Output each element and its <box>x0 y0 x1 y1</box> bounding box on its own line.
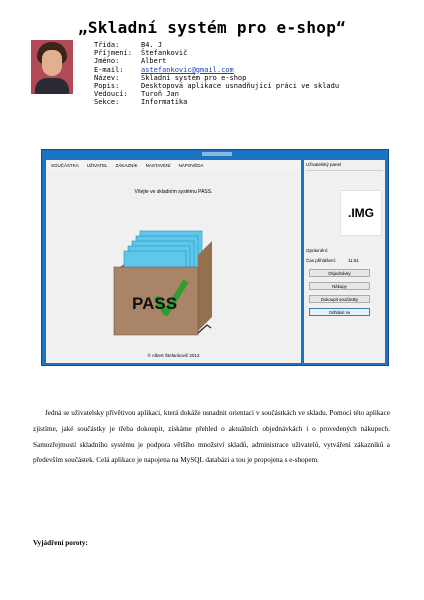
email-link[interactable]: astefankovic@gmail.com <box>141 65 234 74</box>
menu-item-zakaznik[interactable]: ZÁKAZNÍK <box>115 162 138 168</box>
user-panel-title: Uživatelský panel <box>306 162 342 167</box>
app-screenshot <box>41 149 389 366</box>
restock-parts-button[interactable]: Dokoupit součástky <box>309 295 370 303</box>
description-paragraph: Jedná se uživatelsky přívětivou aplikaci, která dokáže usnadnit orientaci v součástkách ve skladu. Pomocí této aplikace zjistíme, jaké součástky je třeba dokoupit, získáme přehled o aktuálních objednávkách i o provedených nákupech. Samozřejmostí skladního systému je podpora většího množství skladů, administrace uživatelů, vytváření zákazníků a především součástek. Celá aplikace je napojena na MySQL databázi a tou je propojena s e-shopem. <box>33 409 390 465</box>
user-panel <box>304 160 385 363</box>
pass-logo <box>104 205 224 345</box>
permission-label: Oprávnění: <box>306 248 329 253</box>
logout-button[interactable]: Odhlásit se <box>309 308 370 316</box>
menu-item-nastaveni[interactable]: NASTAVENÍ <box>145 162 171 168</box>
menu-item-napoveda[interactable]: NÁPOVĚDA <box>178 162 204 168</box>
page-title: „Skladní systém pro e-shop“ <box>77 18 347 37</box>
info-row-title: Název: Skladní systém pro e-shop <box>94 73 247 82</box>
window-title-bar <box>202 152 232 156</box>
menu-item-soucastka[interactable]: SOUČÁSTKA <box>51 162 79 168</box>
login-time-label: Čas přihlášení: <box>306 258 337 263</box>
jury-opinion-heading: Vyjádření poroty: <box>33 539 88 547</box>
app-main-area <box>46 170 301 363</box>
welcome-text: Vítejte ve skladním systému PASS. <box>134 189 213 195</box>
purchases-button[interactable]: Nákupy <box>309 282 370 290</box>
login-time-value: 11:51 <box>348 258 359 263</box>
author-photo <box>31 40 73 94</box>
info-row-supervisor: Vedoucí: Turoň Jan <box>94 90 179 99</box>
info-row-section: Sekce: Informatika <box>94 98 188 107</box>
info-block <box>94 41 339 107</box>
copyright-text: © Albert Štefankovič 2013 <box>147 353 200 358</box>
info-row-description: Popis: Desktopová aplikace usnadňující práci ve skladu <box>94 82 340 91</box>
pass-logo-text: PASS <box>132 294 178 313</box>
user-image: .IMG <box>340 190 382 236</box>
divider <box>306 170 383 171</box>
app-menu-bar <box>46 160 301 170</box>
info-row-surname: Příjmení: Štefankovič <box>94 49 188 58</box>
info-row-name: Jméno: Albert <box>94 57 167 66</box>
info-row-class: Třída: B4. J <box>94 41 163 49</box>
info-row-email: E-mail: astefankovic@gmail.com <box>94 65 234 74</box>
menu-item-uzivatel[interactable]: UŽIVATEL <box>86 162 108 168</box>
orders-button[interactable]: Objednávky <box>309 269 370 277</box>
